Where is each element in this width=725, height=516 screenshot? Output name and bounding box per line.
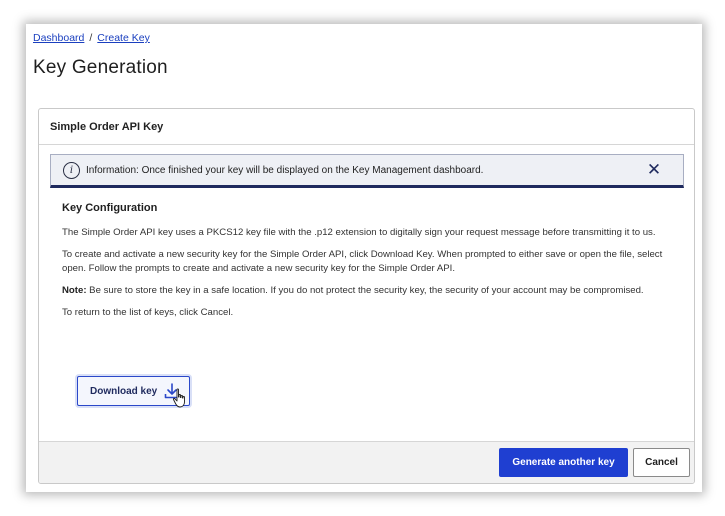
cancel-button[interactable]: Cancel [633, 448, 690, 477]
info-banner [50, 154, 684, 188]
info-banner-text: Information: Once finished your key will be displayed on the Key Management dashboard. [86, 164, 484, 176]
app-window [26, 24, 702, 492]
api-key-card [38, 108, 695, 484]
generate-another-key-button[interactable]: Generate another key [499, 448, 628, 477]
download-key-label: Download key [90, 385, 158, 397]
note-label: Note: [62, 285, 87, 296]
key-configuration-section [62, 202, 687, 328]
info-icon: i [63, 162, 80, 179]
breadcrumb [33, 32, 150, 44]
breadcrumb-link-create-key[interactable]: Create Key [97, 32, 150, 44]
card-footer [39, 441, 694, 483]
description-paragraph: The Simple Order API key uses a PKCS12 key file with the .p12 extension to digitally sign your request message before transmitting it to us. [62, 227, 656, 238]
section-title: Key Configuration [62, 202, 158, 214]
instructions-paragraph: To create and activate a new security key for the Simple Order API, click Download Key. When prompted to either save or open the file, select open. Follow the prompts to create and activate a new security key for the Simple Order API. [62, 249, 663, 274]
breadcrumb-separator: / [89, 32, 93, 44]
return-paragraph: To return to the list of keys, click Cancel. [62, 307, 234, 318]
card-header: Simple Order API Key [39, 109, 694, 145]
close-icon[interactable]: ✕ [646, 160, 662, 179]
note-paragraph [62, 284, 687, 298]
breadcrumb-link-dashboard[interactable]: Dashboard [33, 32, 85, 44]
page-title: Key Generation [33, 57, 168, 78]
note-text: Be sure to store the key in a safe location. If you do not protect the security key, the security of your account may be compromised. [86, 285, 644, 296]
hand-cursor-icon [172, 388, 188, 408]
